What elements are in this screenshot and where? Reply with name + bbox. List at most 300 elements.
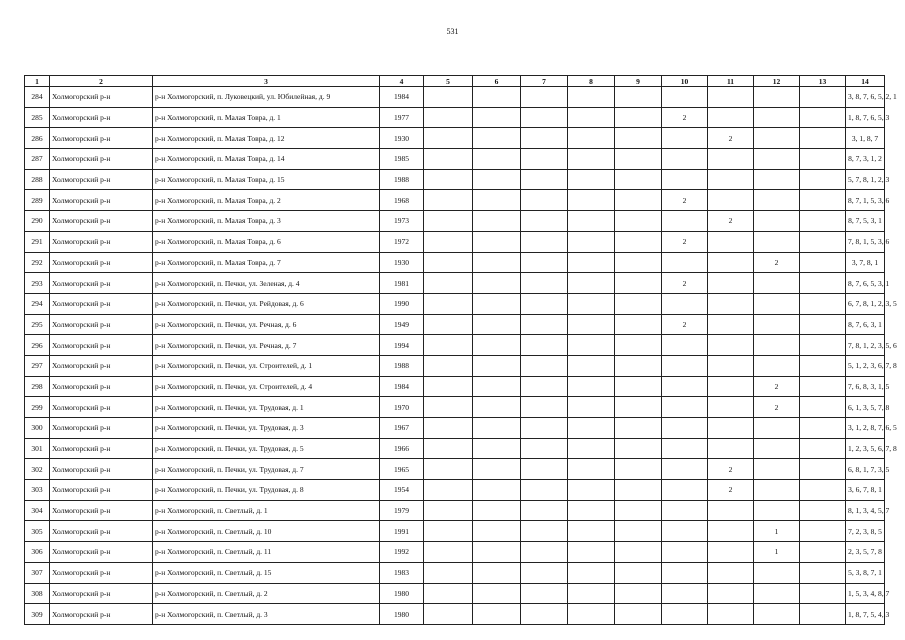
col12-cell	[754, 500, 800, 521]
district-cell: Холмогорский р-н	[50, 604, 153, 625]
col12-cell	[754, 107, 800, 128]
col5-cell	[424, 418, 473, 439]
col6-cell	[473, 293, 521, 314]
col11-cell	[708, 314, 754, 335]
col10-cell	[662, 87, 708, 108]
col5-cell	[424, 149, 473, 170]
col14-cell: 1, 8, 7, 5, 4, 3	[846, 604, 885, 625]
district-cell: Холмогорский р-н	[50, 355, 153, 376]
address-cell: р-н Холмогорский, п. Светлый, д. 11	[153, 542, 380, 563]
col9-cell	[615, 107, 662, 128]
row-number: 287	[25, 149, 50, 170]
col11-cell: 2	[708, 480, 754, 501]
year-cell: 1980	[380, 583, 424, 604]
col11-cell	[708, 273, 754, 294]
col6-cell	[473, 128, 521, 149]
col13-cell	[800, 604, 846, 625]
column-header: 3	[153, 76, 380, 87]
address-cell: р-н Холмогорский, п. Печки, ул. Трудовая, д. 1	[153, 397, 380, 418]
row-number: 307	[25, 562, 50, 583]
col5-cell	[424, 211, 473, 232]
table-row	[25, 542, 885, 563]
table-row	[25, 107, 885, 128]
col7-cell	[521, 252, 568, 273]
district-cell: Холмогорский р-н	[50, 562, 153, 583]
col8-cell	[568, 252, 615, 273]
address-cell: р-н Холмогорский, п. Печки, ул. Речная, д. 7	[153, 335, 380, 356]
col9-cell	[615, 521, 662, 542]
col7-cell	[521, 293, 568, 314]
col7-cell	[521, 231, 568, 252]
col14-cell: 8, 7, 5, 3, 1	[846, 211, 885, 232]
address-cell: р-н Холмогорский, п. Светлый, д. 2	[153, 583, 380, 604]
col6-cell	[473, 459, 521, 480]
col8-cell	[568, 231, 615, 252]
col6-cell	[473, 149, 521, 170]
district-cell: Холмогорский р-н	[50, 583, 153, 604]
col12-cell	[754, 335, 800, 356]
col14-cell: 5, 7, 8, 1, 2, 3	[846, 169, 885, 190]
col5-cell	[424, 438, 473, 459]
col8-cell	[568, 397, 615, 418]
col7-cell	[521, 87, 568, 108]
col13-cell	[800, 500, 846, 521]
col7-cell	[521, 107, 568, 128]
col6-cell	[473, 211, 521, 232]
col11-cell	[708, 521, 754, 542]
address-cell: р-н Холмогорский, п. Малая Товра, д. 2	[153, 190, 380, 211]
col14-cell: 6, 1, 3, 5, 7, 8	[846, 397, 885, 418]
table-body	[25, 87, 897, 625]
year-cell: 1988	[380, 355, 424, 376]
col8-cell	[568, 355, 615, 376]
col9-cell	[615, 397, 662, 418]
col6-cell	[473, 231, 521, 252]
col9-cell	[615, 500, 662, 521]
col6-cell	[473, 418, 521, 439]
table-row	[25, 438, 885, 459]
table-row	[25, 480, 885, 501]
col9-cell	[615, 438, 662, 459]
table-row	[25, 211, 885, 232]
header-row	[25, 76, 885, 87]
district-cell: Холмогорский р-н	[50, 397, 153, 418]
col14-cell: 3, 1, 8, 7	[846, 128, 885, 149]
row-number: 293	[25, 273, 50, 294]
col8-cell	[568, 521, 615, 542]
col10-cell	[662, 459, 708, 480]
col12-cell	[754, 480, 800, 501]
col10-cell	[662, 500, 708, 521]
col7-cell	[521, 128, 568, 149]
col6-cell	[473, 604, 521, 625]
col7-cell	[521, 500, 568, 521]
column-header: 8	[568, 76, 615, 87]
table-row	[25, 128, 885, 149]
col10-cell	[662, 418, 708, 439]
address-cell: р-н Холмогорский, п. Малая Товра, д. 6	[153, 231, 380, 252]
col5-cell	[424, 128, 473, 149]
col13-cell	[800, 107, 846, 128]
district-cell: Холмогорский р-н	[50, 418, 153, 439]
col11-cell	[708, 107, 754, 128]
year-cell: 1967	[380, 418, 424, 439]
table-row	[25, 252, 885, 273]
col5-cell	[424, 542, 473, 563]
col11-cell	[708, 231, 754, 252]
col6-cell	[473, 314, 521, 335]
col5-cell	[424, 273, 473, 294]
col6-cell	[473, 480, 521, 501]
col9-cell	[615, 252, 662, 273]
address-cell: р-н Холмогорский, п. Светлый, д. 15	[153, 562, 380, 583]
col6-cell	[473, 438, 521, 459]
district-cell: Холмогорский р-н	[50, 542, 153, 563]
district-cell: Холмогорский р-н	[50, 231, 153, 252]
col12-cell	[754, 231, 800, 252]
col6-cell	[473, 335, 521, 356]
address-cell: р-н Холмогорский, п. Печки, ул. Трудовая, д. 5	[153, 438, 380, 459]
col9-cell	[615, 231, 662, 252]
column-header: 14	[846, 76, 885, 87]
column-header: 4	[380, 76, 424, 87]
col12-cell: 1	[754, 521, 800, 542]
column-header: 6	[473, 76, 521, 87]
col13-cell	[800, 211, 846, 232]
row-number: 286	[25, 128, 50, 149]
col9-cell	[615, 355, 662, 376]
year-cell: 1977	[380, 107, 424, 128]
column-header: 1	[25, 76, 50, 87]
col12-cell: 2	[754, 252, 800, 273]
col13-cell	[800, 335, 846, 356]
col12-cell: 2	[754, 376, 800, 397]
col13-cell	[800, 376, 846, 397]
year-cell: 1966	[380, 438, 424, 459]
col13-cell	[800, 542, 846, 563]
row-number: 284	[25, 87, 50, 108]
col12-cell	[754, 273, 800, 294]
column-header: 7	[521, 76, 568, 87]
col6-cell	[473, 397, 521, 418]
col11-cell	[708, 252, 754, 273]
col14-cell: 6, 7, 8, 1, 2, 3, 5	[846, 293, 885, 314]
col9-cell	[615, 314, 662, 335]
row-number: 292	[25, 252, 50, 273]
year-cell: 1954	[380, 480, 424, 501]
year-cell: 1992	[380, 542, 424, 563]
col5-cell	[424, 169, 473, 190]
col14-cell: 2, 3, 5, 7, 8	[846, 542, 885, 563]
col13-cell	[800, 87, 846, 108]
col10-cell	[662, 252, 708, 273]
col12-cell	[754, 211, 800, 232]
col7-cell	[521, 438, 568, 459]
year-cell: 1930	[380, 128, 424, 149]
col10-cell	[662, 211, 708, 232]
year-cell: 1979	[380, 500, 424, 521]
col9-cell	[615, 376, 662, 397]
col10-cell: 2	[662, 231, 708, 252]
table-row	[25, 459, 885, 480]
col5-cell	[424, 190, 473, 211]
page-number: 531	[446, 27, 459, 36]
col10-cell	[662, 376, 708, 397]
col9-cell	[615, 190, 662, 211]
col12-cell	[754, 459, 800, 480]
row-number: 285	[25, 107, 50, 128]
col13-cell	[800, 438, 846, 459]
col7-cell	[521, 480, 568, 501]
col10-cell	[662, 128, 708, 149]
col13-cell	[800, 459, 846, 480]
col12-cell	[754, 87, 800, 108]
col11-cell	[708, 500, 754, 521]
col6-cell	[473, 169, 521, 190]
row-number: 303	[25, 480, 50, 501]
row-number: 301	[25, 438, 50, 459]
year-cell: 1983	[380, 562, 424, 583]
col6-cell	[473, 542, 521, 563]
col11-cell: 2	[708, 128, 754, 149]
col11-cell	[708, 604, 754, 625]
district-cell: Холмогорский р-н	[50, 480, 153, 501]
table-row	[25, 521, 885, 542]
row-number: 296	[25, 335, 50, 356]
col10-cell: 2	[662, 314, 708, 335]
col10-cell	[662, 438, 708, 459]
col7-cell	[521, 314, 568, 335]
col9-cell	[615, 293, 662, 314]
address-cell: р-н Холмогорский, п. Светлый, д. 10	[153, 521, 380, 542]
col10-cell	[662, 542, 708, 563]
col6-cell	[473, 107, 521, 128]
row-number: 305	[25, 521, 50, 542]
table-row	[25, 314, 885, 335]
col8-cell	[568, 583, 615, 604]
col11-cell	[708, 149, 754, 170]
column-header: 11	[708, 76, 754, 87]
address-cell: р-н Холмогорский, п. Печки, ул. Зеленая, д. 4	[153, 273, 380, 294]
col10-cell: 2	[662, 107, 708, 128]
col8-cell	[568, 169, 615, 190]
address-cell: р-н Холмогорский, п. Печки, ул. Строителей, д. 1	[153, 355, 380, 376]
col9-cell	[615, 128, 662, 149]
year-cell: 1994	[380, 335, 424, 356]
col11-cell	[708, 583, 754, 604]
col13-cell	[800, 149, 846, 170]
col14-cell: 7, 2, 3, 8, 5	[846, 521, 885, 542]
col9-cell	[615, 211, 662, 232]
col5-cell	[424, 376, 473, 397]
row-number: 290	[25, 211, 50, 232]
district-cell: Холмогорский р-н	[50, 87, 153, 108]
col13-cell	[800, 418, 846, 439]
col8-cell	[568, 542, 615, 563]
col13-cell	[800, 521, 846, 542]
col6-cell	[473, 500, 521, 521]
col13-cell	[800, 293, 846, 314]
col14-cell: 3, 8, 7, 6, 5, 2, 1	[846, 87, 885, 108]
column-header: 9	[615, 76, 662, 87]
col7-cell	[521, 211, 568, 232]
year-cell: 1990	[380, 293, 424, 314]
row-number: 291	[25, 231, 50, 252]
address-cell: р-н Холмогорский, п. Малая Товра, д. 14	[153, 149, 380, 170]
row-number: 304	[25, 500, 50, 521]
col5-cell	[424, 252, 473, 273]
district-cell: Холмогорский р-н	[50, 273, 153, 294]
column-header: 2	[50, 76, 153, 87]
district-cell: Холмогорский р-н	[50, 293, 153, 314]
table-row	[25, 169, 885, 190]
row-number: 306	[25, 542, 50, 563]
address-cell: р-н Холмогорский, п. Малая Товра, д. 3	[153, 211, 380, 232]
col8-cell	[568, 335, 615, 356]
col14-cell: 8, 7, 6, 3, 1	[846, 314, 885, 335]
col8-cell	[568, 418, 615, 439]
col12-cell	[754, 562, 800, 583]
col7-cell	[521, 542, 568, 563]
col10-cell	[662, 604, 708, 625]
col12-cell: 1	[754, 542, 800, 563]
address-cell: р-н Холмогорский, п. Печки, ул. Трудовая, д. 8	[153, 480, 380, 501]
col6-cell	[473, 521, 521, 542]
col7-cell	[521, 376, 568, 397]
col5-cell	[424, 500, 473, 521]
col10-cell: 2	[662, 273, 708, 294]
col8-cell	[568, 438, 615, 459]
district-cell: Холмогорский р-н	[50, 459, 153, 480]
row-number: 309	[25, 604, 50, 625]
col13-cell	[800, 169, 846, 190]
col7-cell	[521, 604, 568, 625]
col14-cell: 7, 8, 1, 2, 3, 5, 6	[846, 335, 885, 356]
col14-cell: 7, 6, 8, 3, 1, 5	[846, 376, 885, 397]
col7-cell	[521, 521, 568, 542]
col5-cell	[424, 314, 473, 335]
col8-cell	[568, 562, 615, 583]
year-cell: 1984	[380, 87, 424, 108]
col14-cell: 5, 3, 8, 7, 1	[846, 562, 885, 583]
col7-cell	[521, 459, 568, 480]
district-cell: Холмогорский р-н	[50, 252, 153, 273]
col8-cell	[568, 149, 615, 170]
table-row	[25, 397, 885, 418]
col14-cell: 8, 7, 3, 1, 2	[846, 149, 885, 170]
table-row	[25, 355, 885, 376]
col13-cell	[800, 480, 846, 501]
col6-cell	[473, 273, 521, 294]
year-cell: 1988	[380, 169, 424, 190]
col14-cell: 8, 7, 1, 5, 3, 6	[846, 190, 885, 211]
col9-cell	[615, 87, 662, 108]
row-number: 289	[25, 190, 50, 211]
col10-cell	[662, 521, 708, 542]
col5-cell	[424, 335, 473, 356]
column-header: 12	[754, 76, 800, 87]
col9-cell	[615, 335, 662, 356]
table-row	[25, 335, 885, 356]
col8-cell	[568, 128, 615, 149]
col6-cell	[473, 87, 521, 108]
col10-cell	[662, 149, 708, 170]
col13-cell	[800, 231, 846, 252]
district-cell: Холмогорский р-н	[50, 521, 153, 542]
col9-cell	[615, 542, 662, 563]
col9-cell	[615, 604, 662, 625]
col9-cell	[615, 480, 662, 501]
table-row	[25, 500, 885, 521]
col12-cell	[754, 583, 800, 604]
year-cell: 1970	[380, 397, 424, 418]
col9-cell	[615, 583, 662, 604]
col9-cell	[615, 459, 662, 480]
col5-cell	[424, 397, 473, 418]
col7-cell	[521, 583, 568, 604]
table-row	[25, 190, 885, 211]
address-cell: р-н Холмогорский, п. Печки, ул. Трудовая, д. 3	[153, 418, 380, 439]
col11-cell	[708, 293, 754, 314]
address-cell: р-н Холмогорский, п. Луковецкий, ул. Юбилейная, д. 9	[153, 87, 380, 108]
col12-cell	[754, 128, 800, 149]
col11-cell	[708, 397, 754, 418]
col14-cell: 3, 7, 8, 1	[846, 252, 885, 273]
year-cell: 1981	[380, 273, 424, 294]
col10-cell	[662, 293, 708, 314]
col10-cell	[662, 583, 708, 604]
col11-cell	[708, 355, 754, 376]
year-cell: 1973	[380, 211, 424, 232]
year-cell: 1949	[380, 314, 424, 335]
row-number: 295	[25, 314, 50, 335]
col5-cell	[424, 231, 473, 252]
col14-cell: 8, 1, 3, 4, 5, 7	[846, 500, 885, 521]
col13-cell	[800, 314, 846, 335]
district-cell: Холмогорский р-н	[50, 438, 153, 459]
address-cell: р-н Холмогорский, п. Печки, ул. Строителей, д. 4	[153, 376, 380, 397]
col8-cell	[568, 293, 615, 314]
col10-cell	[662, 480, 708, 501]
col9-cell	[615, 562, 662, 583]
district-cell: Холмогорский р-н	[50, 314, 153, 335]
col13-cell	[800, 583, 846, 604]
year-cell: 1991	[380, 521, 424, 542]
col12-cell	[754, 355, 800, 376]
col14-cell: 7, 8, 1, 5, 3, 6	[846, 231, 885, 252]
col5-cell	[424, 293, 473, 314]
year-cell: 1985	[380, 149, 424, 170]
address-cell: р-н Холмогорский, п. Печки, ул. Речная, д. 6	[153, 314, 380, 335]
col8-cell	[568, 211, 615, 232]
col7-cell	[521, 335, 568, 356]
col6-cell	[473, 252, 521, 273]
year-cell: 1965	[380, 459, 424, 480]
col7-cell	[521, 355, 568, 376]
col12-cell	[754, 604, 800, 625]
col14-cell: 1, 8, 7, 6, 5, 3	[846, 107, 885, 128]
table-row	[25, 376, 885, 397]
address-cell: р-н Холмогорский, п. Печки, ул. Трудовая, д. 7	[153, 459, 380, 480]
col8-cell	[568, 314, 615, 335]
col8-cell	[568, 376, 615, 397]
col8-cell	[568, 273, 615, 294]
col5-cell	[424, 107, 473, 128]
district-cell: Холмогорский р-н	[50, 169, 153, 190]
col8-cell	[568, 107, 615, 128]
address-cell: р-н Холмогорский, п. Малая Товра, д. 7	[153, 252, 380, 273]
col11-cell	[708, 87, 754, 108]
